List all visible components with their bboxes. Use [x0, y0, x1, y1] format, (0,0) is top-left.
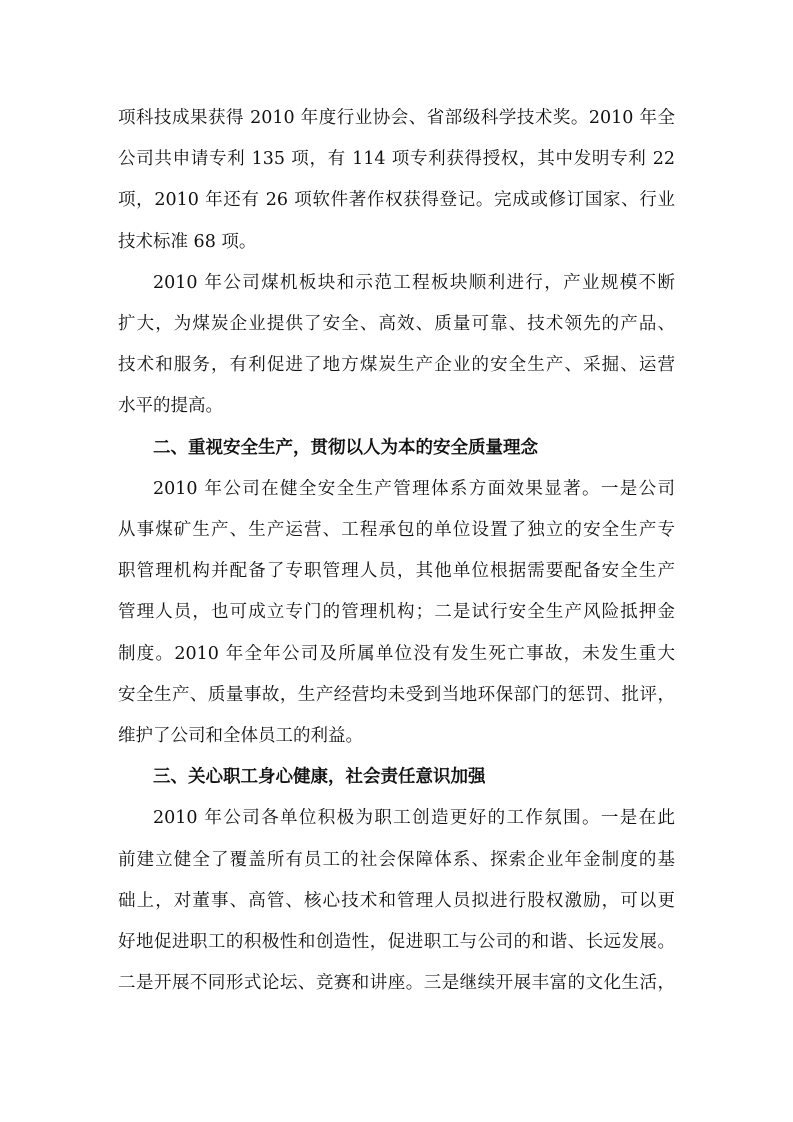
- paragraph-employee-welfare: [118, 798, 675, 1004]
- paragraph-safety-management: [118, 469, 675, 757]
- text-line: 2010 年公司各单位积极为职工创造更好的工作氛围。一是在此: [153, 808, 675, 829]
- paragraph-industry-scale: [118, 263, 675, 428]
- text-line: 项科技成果获得 2010 年度行业协会、省部级科学技术奖。2010 年全: [118, 108, 675, 128]
- text-line: 础上，对董事、高管、核心技术和管理人员拟进行股权激励，可以更: [118, 890, 675, 911]
- text-line: 项，2010 年还有 26 项软件著作权获得登记。完成或修订国家、行业: [118, 190, 675, 211]
- text-line: 好地促进职工的积极性和创造性，促进职工与公司的和谐、长远发展。: [118, 932, 675, 953]
- text-line: 公司共申请专利 135 项，有 114 项专利获得授权，其中发明专利 22: [118, 149, 675, 170]
- text-line: 安全生产、质量事故，生产经营均未受到当地环保部门的惩罚、批评，: [118, 684, 675, 705]
- section-heading-employee-care: 三、关心职工身心健康，社会责任意识加强: [153, 767, 486, 788]
- text-line: 扩大，为煤炭企业提供了安全、高效、质量可靠、技术领先的产品、: [118, 314, 675, 335]
- text-line: 二是开展不同形式论坛、竞赛和讲座。三是继续开展丰富的文化生活，: [118, 973, 675, 994]
- section-heading-safety: 二、重视安全生产，贯彻以人为本的安全质量理念: [153, 437, 538, 458]
- text-line: 从事煤矿生产、生产运营、工程承包的单位设置了独立的安全生产专: [118, 520, 675, 541]
- text-line: 前建立健全了覆盖所有员工的社会保障体系、探索企业年金制度的基: [118, 849, 675, 870]
- document-page: [118, 98, 675, 1004]
- text-line: 制度。2010 年全年公司及所属单位没有发生死亡事故，未发生重大: [118, 643, 675, 664]
- text-line: 2010 年公司煤机板块和示范工程板块顺利进行，产业规模不断: [153, 272, 675, 293]
- text-line: 技术和服务，有利促进了地方煤炭生产企业的安全生产、采掘、运营: [118, 355, 675, 376]
- text-line: 职管理机构并配备了专职管理人员，其他单位根据需要配备安全生产: [118, 561, 675, 582]
- text-line: 维护了公司和全体员工的利益。: [118, 726, 363, 747]
- paragraph-tech-achievements: [118, 98, 675, 263]
- text-line: 2010 年公司在健全安全生产管理体系方面效果显著。一是公司: [153, 478, 675, 499]
- text-line: 水平的提高。: [118, 396, 223, 417]
- text-line: 管理人员，也可成立专门的管理机构；二是试行安全生产风险抵押金: [118, 602, 675, 623]
- text-line: 技术标准 68 项。: [118, 231, 257, 252]
